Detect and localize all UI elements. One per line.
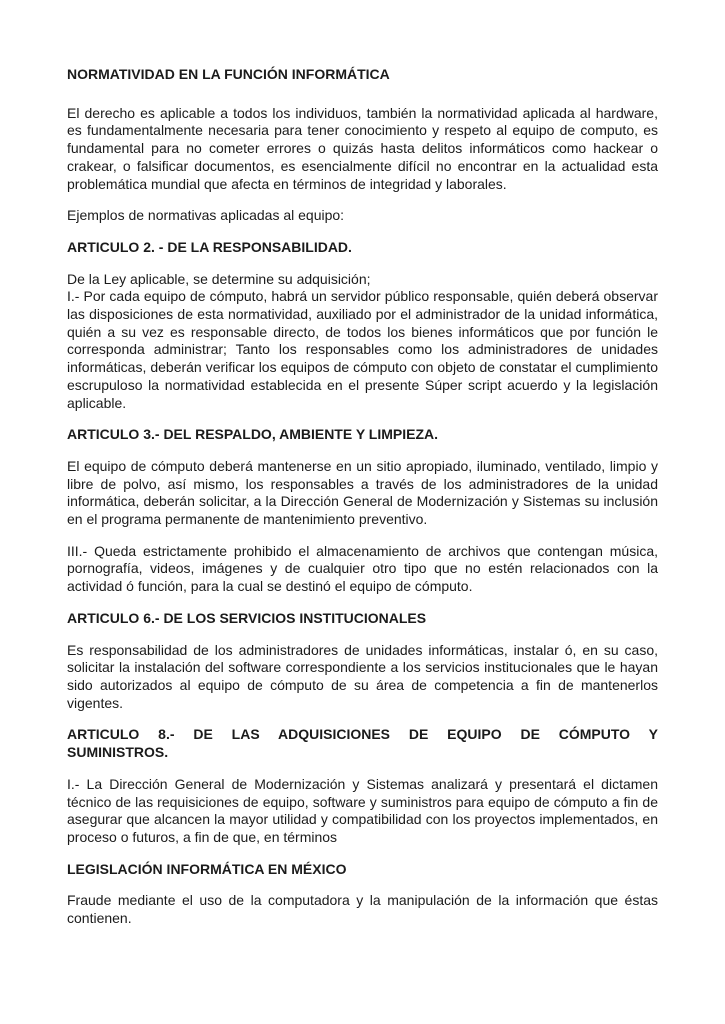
section-paragraph: III.- Queda estrictamente prohibido el almacenamiento de archivos que contengan música, pornografía, videos, imágenes y de cualquier otro tipo que no estén relacionados con la actividad ó función, para la cual se destinó el equipo de cómputo. [67,542,658,595]
examples-lead-paragraph: Ejemplos de normativas aplicadas al equipo: [67,207,345,224]
section-articulo-8 [67,726,658,846]
document-title: NORMATIVIDAD EN LA FUNCIÓN INFORMÁTICA [67,66,390,82]
section-articulo-6 [67,610,658,713]
section-heading-articulo-8 [67,726,658,761]
intro-paragraph: El derecho es aplicable a todos los individuos, también la normatividad aplicada al hardware, es fundamentalmente necesaria para tener conocimiento y respeto al equipo de computo, es fundamental para no cometer errores o quizás hasta delitos informáticos como hackear o crakear, o falsificar documentos, es esencialmente difícil no encontrar en la actualidad esta problemática mundial que afecta en términos de integridad y laborales. [67,104,658,192]
section-paragraph: I.- La Dirección General de Modernización y Sistemas analizará y presentará el dictamen técnico de las requisiciones de equipo, software y suministros para equipo de cómputo a fin de asegurar que alcancen la mayor utilidad y compatibilidad con los proyectos implementados, en proceso o futuros, a fin de que, en términos [67,775,658,845]
section-heading-line-2: SUMINISTROS. [67,744,169,761]
section-heading-articulo-2: ARTICULO 2. - DE LA RESPONSABILIDAD. [67,238,352,255]
section-paragraph: El equipo de cómputo deberá mantenerse en un sitio apropiado, iluminado, ventilado, limpio y libre de polvo, así mismo, los responsables a través de los administradores de la unidad informática, deberán solicitar, a la Dirección General de Modernización y Sistemas su inclusión en el programa permanente de mantenimiento preventivo. [67,457,658,528]
section-legislacion [67,861,658,928]
section-articulo-3 [67,426,658,596]
section-paragraph: Es responsabilidad de los administradores de unidades informáticas, instalar ó, en su caso, solicitar la instalación del software correspondiente a los servicios institucionales que le hayan sido autorizados al equipo de cómputo de su área de competencia a fin de mantenerlos vigentes. [67,641,658,711]
section-articulo-2 [67,239,658,412]
section-paragraph: I.- Por cada equipo de cómputo, habrá un servidor público responsable, quién deberá observar las disposiciones de esta normatividad, auxiliado por el administrador de la unidad informática, quién a su vez es responsable directo, de todos los bienes informáticos que por función le corresponda administrar; Tanto los responsables como los administradores de unidades informáticas, deberán verificar los equipos de cómputo con objeto de constatar el cumplimiento escrupuloso la normatividad establecida en el presente Súper script acuerdo y la legislación aplicable. [67,288,658,411]
section-heading-line-1: ARTICULO 8.- DE LAS ADQUISICIONES DE EQUIPO DE CÓMPUTO Y [67,726,658,743]
section-heading-articulo-3: ARTICULO 3.- DEL RESPALDO, AMBIENTE Y LIMPIEZA. [67,426,439,443]
section-heading-legislacion: LEGISLACIÓN INFORMÁTICA EN MÉXICO [67,860,347,877]
section-paragraph: Fraude mediante el uso de la computadora y la manipulación de la información que éstas contienen. [67,892,658,927]
section-lead-line: De la Ley aplicable, se determine su adquisición; [67,270,371,287]
section-heading-articulo-6: ARTICULO 6.- DE LOS SERVICIOS INSTITUCIONALES [67,609,427,626]
